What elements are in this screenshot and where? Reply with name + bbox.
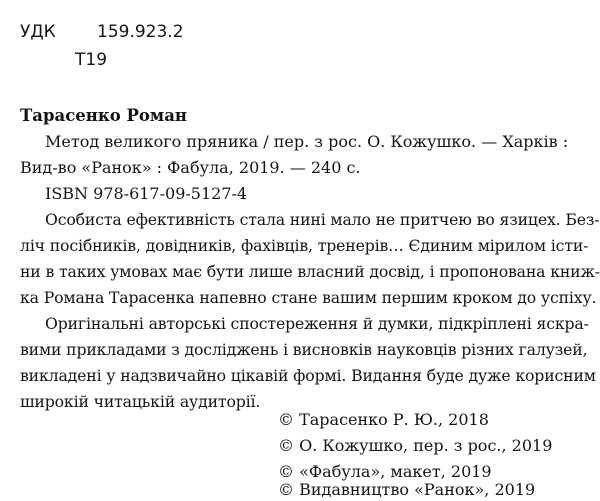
copyright-line: © Видавництво «Ранок», 2019 xyxy=(278,480,536,499)
description-line: Метод великого пряника / пер. з рос. О. Кожушко. — Харків : xyxy=(45,132,569,151)
author-sign: Т19 xyxy=(75,50,108,70)
author-heading: Тарасенко Роман xyxy=(20,106,187,125)
copyright-line: © «Фабула», макет, 2019 xyxy=(278,462,492,481)
copyright-line: © О. Кожушко, пер. з рос., 2019 xyxy=(278,436,553,455)
annotation-line: ка Романа Тарасенка напевно стане вашим першим кроком до успіху. xyxy=(20,288,597,307)
description-line: Вид-во «Ранок» : Фабула, 2019. — 240 с. xyxy=(20,158,361,177)
annotation-line: викладені у надзвичайно цікавій формі. Видання буде дуже корисним xyxy=(20,366,596,385)
annotation-line: ни в таких умовах має бути лише власний досвід, і пропонована книж- xyxy=(20,262,600,281)
annotation-line: Особиста ефективність стала нині мало не притчею во язицех. Без- xyxy=(45,210,600,229)
annotation-line: Оригінальні авторські спостереження й думки, підкріплені яскра- xyxy=(45,314,589,333)
annotation-line: широкій читацькій аудиторії. xyxy=(20,392,261,411)
annotation-line: вими прикладами з досліджень і висновків науковців різних галузей, xyxy=(20,340,588,359)
udk-label: УДК xyxy=(20,22,56,42)
annotation-line: ліч посібників, довідників, фахівців, тренерів… Єдиним мірилом істи- xyxy=(20,236,589,255)
copyright-line: © Тарасенко Р. Ю., 2018 xyxy=(278,410,489,429)
udk-code: 159.923.2 xyxy=(97,22,184,42)
isbn: ISBN 978-617-09-5127-4 xyxy=(45,184,248,203)
